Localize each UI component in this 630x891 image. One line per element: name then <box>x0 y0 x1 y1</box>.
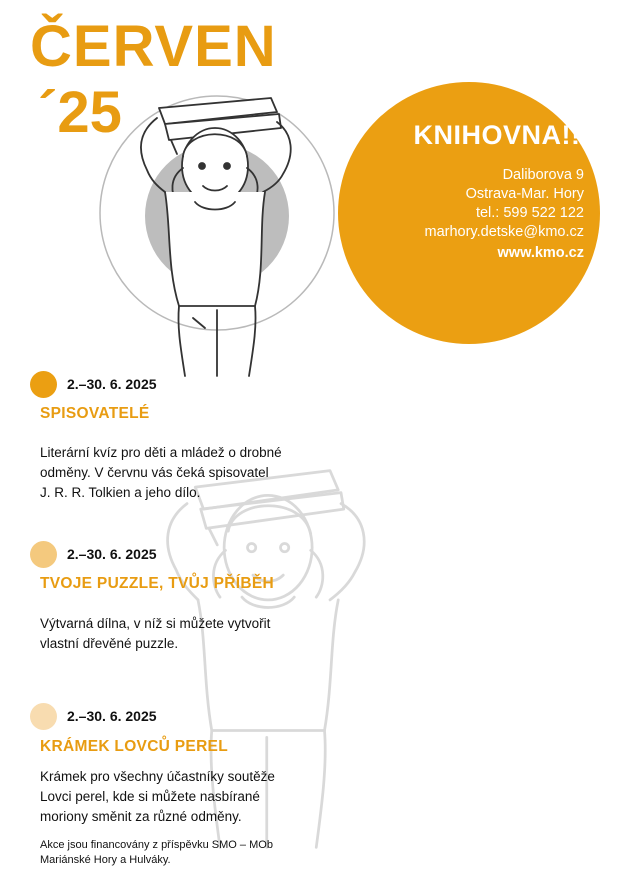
event-3-desc-line-2: Lovci perel, kde si můžete nasbírané <box>40 789 260 804</box>
library-street: Daliborova 9 <box>502 167 584 183</box>
funding-note-line-1: Akce jsou financovány z příspěvku SMO – MOb <box>40 839 273 851</box>
library-phone[interactable]: tel.: 599 522 122 <box>475 205 584 221</box>
event-3-title: KRÁMEK LOVCŮ PEREL <box>40 738 228 755</box>
event-2-title: TVOJE PUZZLE, TVŮJ PŘÍBĚH <box>40 575 275 592</box>
event-1-desc-line-2: odměny. V červnu vás čeká spisovatel <box>40 465 269 480</box>
library-city: Ostrava-Mar. Hory <box>465 186 584 202</box>
event-3-desc-line-1: Krámek pro všechny účastníky soutěže <box>40 769 275 784</box>
year-heading: ´25 <box>38 80 122 145</box>
event-3-description <box>40 767 275 827</box>
event-1-desc-line-3: J. R. R. Tolkien a jeho dílo. <box>40 485 201 500</box>
event-3-desc-line-3: moriony směnit za různé odměny. <box>40 809 242 824</box>
event-1-description <box>40 443 282 503</box>
event-1-bullet <box>30 371 57 398</box>
event-2-desc-line-2: vlastní dřevěné puzzle. <box>40 636 179 651</box>
funding-note-line-2: Mariánské Hory a Hulváky. <box>40 854 171 866</box>
event-1-title: SPISOVATELÉ <box>40 405 150 422</box>
event-2-description <box>40 614 270 654</box>
girl-with-books-illustration <box>95 88 335 378</box>
event-2-date: 2.–30. 6. 2025 <box>67 546 157 562</box>
event-1-desc-line-1: Literární kvíz pro děti a mládež o drobné <box>40 445 282 460</box>
month-heading: ČERVEN <box>30 14 277 79</box>
event-1-date: 2.–30. 6. 2025 <box>67 376 157 392</box>
library-email-link[interactable]: marhory.detske@kmo.cz <box>424 224 584 240</box>
event-3-bullet <box>30 703 57 730</box>
event-2-bullet <box>30 541 57 568</box>
funding-note <box>40 838 273 868</box>
event-3-date: 2.–30. 6. 2025 <box>67 708 157 724</box>
event-2-desc-line-1: Výtvarná dílna, v níž si můžete vytvořit <box>40 616 271 631</box>
library-title: KNIHOVNA!!! <box>413 120 590 150</box>
library-website-link[interactable]: www.kmo.cz <box>497 245 584 261</box>
